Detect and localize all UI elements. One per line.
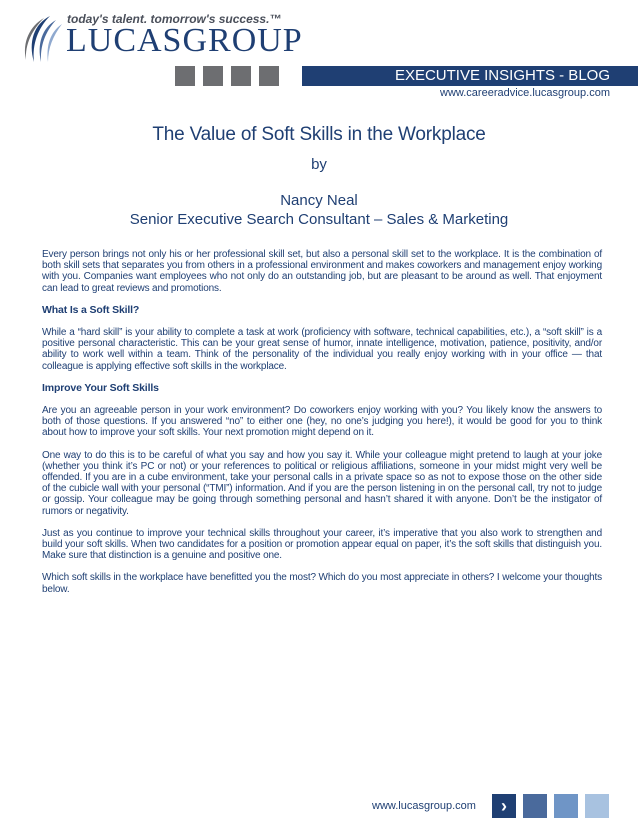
author-name: Nancy Neal — [280, 192, 358, 209]
lucas-group-logo-icon — [20, 14, 68, 64]
tagline: today's talent. tomorrow's success.™ — [67, 12, 282, 26]
article-title: The Value of Soft Skills in the Workplace — [152, 124, 486, 145]
paragraph: While a “hard skill” is your ability to complete a task at work (proficiency with software, technical capabilities, etc.), a “soft skill” is a positive personal characteristic. This can be your great sense of humor, innate intelligence, motivation, patience, positivity, and/or ability to work well within a team. Think of the personality of the individual you really enjoy working with in your office — that colleague is applying effective soft skills in the workplace. — [42, 327, 602, 372]
paragraph: Are you an agreeable person in your work environment? Do coworkers enjoy working with you? You likely know the answers to both of those questions. If you answered “no” to either one (hey, no one’s judging you here!), it would be good for you to think about how to improve your soft skills. Your next promotion might depend on it. — [42, 405, 602, 439]
gray-square — [203, 66, 223, 86]
header-url-link[interactable]: www.careeradvice.lucasgroup.com — [440, 87, 610, 99]
byline-word: by — [311, 156, 327, 173]
paragraph: Just as you continue to improve your technical skills throughout your career, it’s imperative that you also work to strengthen and build your soft skills. When two candidates for a position or promotion appear equal on paper, it’s the soft skills that distinguish you. Make sure that distinction is a genuine and positive one. — [42, 527, 602, 562]
author-role: Senior Executive Search Consultant – Sales & Marketing — [129, 211, 509, 228]
decorative-box — [585, 794, 609, 818]
footer-nav-boxes — [492, 794, 609, 818]
section-heading: Improve Your Soft Skills — [42, 381, 159, 394]
paragraph: One way to do this is to be careful of what you say and how you say it. While your colleague might pretend to laugh at your joke (whether you think it’s PC or not) or your references to political or religious affiliations, someone in your midst might very well be offended. If you are in a cube environment, take your personal calls in a private space so as not to expose those on the other side of the cubicle wall with your personal (“TMI”) information. And if you are the person listening in on the personal call, try not to judge or gossip. Your colleague may be going through something personal and hasn’t shared it with anyone. Don’t be the instigator of rumors or negativity. — [42, 449, 602, 517]
footer-url-link[interactable]: www.lucasgroup.com — [372, 800, 476, 812]
gray-square — [231, 66, 251, 86]
next-page-button[interactable] — [492, 794, 516, 818]
decorative-squares — [175, 66, 279, 86]
section-banner: EXECUTIVE INSIGHTS - BLOG — [302, 66, 638, 86]
brand-wordmark: LUCASGROUP — [66, 22, 303, 59]
decorative-box — [523, 794, 547, 818]
section-heading: What Is a Soft Skill? — [42, 303, 140, 316]
article-body — [42, 249, 602, 606]
paragraph: Every person brings not only his or her professional skill set, but also a personal skill set to the workplace. It is the combination of both skill sets that separates you from others in a professional environment and makes coworkers and management enjoy working with you. Companies want employees who not only do an outstanding job, but are pleasant to be around as well. That enjoyment can lead to great reviews and promotions. — [42, 249, 602, 294]
gray-square — [175, 66, 195, 86]
chevron-right-icon: › — [501, 796, 507, 816]
gray-square — [259, 66, 279, 86]
paragraph: Which soft skills in the workplace have benefitted you the most? Which do you most appreciate in others? I welcome your thoughts below. — [42, 572, 602, 595]
decorative-box — [554, 794, 578, 818]
